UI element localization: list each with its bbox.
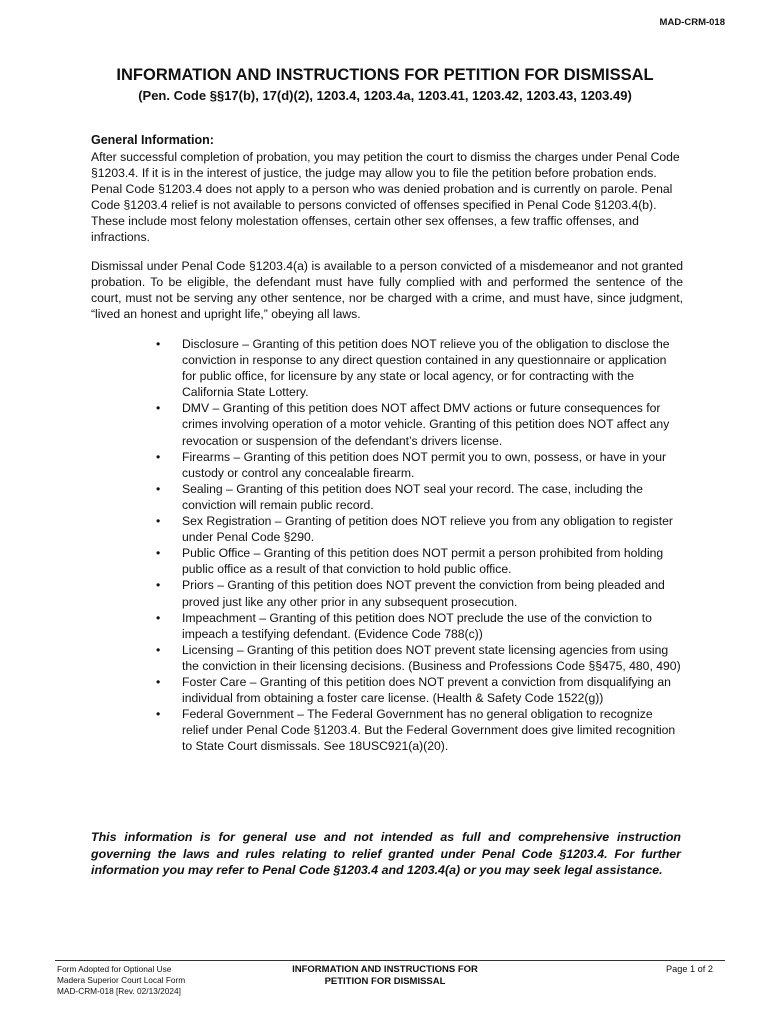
bullet-icon: • [156, 674, 161, 689]
bullet-icon: • [156, 481, 161, 496]
footer-title [255, 964, 515, 988]
list-item [156, 706, 682, 754]
list-item [156, 674, 682, 706]
list-item-text: Impeachment – Granting of this petition does NOT preclude the use of the conviction to impeach a testifying defendant. (Evidence Code 788(c)) [182, 610, 652, 641]
bullet-icon: • [156, 610, 161, 625]
list-item [156, 513, 682, 545]
footer-title-line2: PETITION FOR DISMISSAL [324, 976, 446, 987]
list-item-text: Firearms – Granting of this petition does NOT permit you to own, possess, or have in your custody or control any concealable firearm. [182, 449, 667, 480]
page-title: INFORMATION AND INSTRUCTIONS FOR PETITION FOR DISMISSAL [116, 66, 654, 84]
page-number: Page 1 of 2 [666, 964, 713, 974]
list-item-text: DMV – Granting of this petition does NOT affect DMV actions or future consequences for crimes involving operation of a motor vehicle. Granting of this petition does NOT affect any revocation or suspension of the defendant’s drivers license. [182, 401, 670, 448]
bullet-icon: • [156, 707, 161, 722]
list-item [156, 449, 682, 481]
list-item-text: Foster Care – Granting of this petition does NOT prevent a conviction from disqualifying an individual from obtaining a foster care license. (Health & Safety Code 1522(g)) [182, 674, 671, 706]
list-item-text: Priors – Granting of this petition does NOT prevent the conviction from being pleaded and proved just like any other prior in any subsequent prosecution. [182, 578, 665, 609]
bullet-icon: • [156, 401, 161, 416]
list-item [156, 642, 682, 674]
footer-revision-line: MAD-CRM-018 [Rev. 02/13/2024] [57, 986, 181, 996]
list-item [156, 577, 682, 609]
footer-form-info [57, 964, 185, 997]
bullet-icon: • [156, 546, 161, 561]
list-item-text: Sealing – Granting of this petition does NOT seal your record. The case, including the conviction will remain public record. [182, 481, 643, 512]
limitations-list [156, 336, 682, 754]
list-item-text: Public Office – Granting of this petition does NOT permit a person prohibited from holding public office as a result of that conviction to hold public office. [182, 546, 664, 577]
general-information-paragraph: After successful completion of probation, you may petition the court to dismiss the charges under Penal Code §1203.4. If it is in the interest of justice, the judge may allow you to file the petition before probation ends. Penal Code §1203.4 does not apply to a person who was denied probation and is currently on parole. Penal Code §1203.4 relief is not available to persons convicted of offenses specified in Penal Code §1203.4(b). These include most felony molestation offenses, certain other sex offenses, a few traffic offenses, and infractions. [91, 150, 680, 245]
disclaimer: This information is for general use and not intended as full and comprehensive instruction governing the laws and rules relating to relief granted under Penal Code §1203.4. For further information you may refer to Penal Code §1203.4 and 1203.4(a) or you may seek legal assistance. [91, 830, 681, 877]
bullet-icon: • [156, 578, 161, 593]
list-item [156, 610, 682, 642]
page-subtitle: (Pen. Code §§17(b), 17(d)(2), 1203.4, 1203.4a, 1203.41, 1203.42, 1203.43, 1203.49) [138, 88, 632, 103]
footer-court-line: Madera Superior Court Local Form [57, 975, 186, 985]
list-item-text: Federal Government – The Federal Government has no general obligation to recognize relief under Penal Code §1203.4. But the Federal Government does give limited recognition to State Court dismissals. See 18USC921(a)(20). [182, 707, 676, 754]
list-item-text: Licensing – Granting of this petition does NOT prevent state licensing agencies from using the conviction in their licensing decisions. (Business and Professions Code §§475, 480, 490) [182, 642, 681, 673]
list-item-text: Sex Registration – Granting of petition does NOT relieve you from any obligation to register under Penal Code §290. [182, 514, 673, 545]
bullet-icon: • [156, 514, 161, 529]
list-item [156, 336, 682, 400]
bullet-icon: • [156, 337, 161, 351]
footer-title-line1: INFORMATION AND INSTRUCTIONS FOR [292, 964, 478, 975]
list-item [156, 545, 682, 577]
footer-adopted-line: Form Adopted for Optional Use [57, 964, 172, 974]
bullet-icon: • [156, 449, 161, 464]
bullet-icon: • [156, 642, 161, 657]
dismissal-eligibility-paragraph: Dismissal under Penal Code §1203.4(a) is available to a person convicted of a misdemeanor and not granted probation. To be eligible, the defendant must have fully complied with and performed the sentence of the court, must not be serving any other sentence, nor be charged with a crime, and must have, since judgment, “lived an honest and upright life,” obeying all laws. [91, 259, 683, 322]
list-item [156, 400, 682, 448]
form-id: MAD-CRM-018 [659, 17, 725, 28]
list-item-text: Disclosure – Granting of this petition does NOT relieve you of the obligation to disclose the conviction in response to any direct question contained in any questionnaire or application for public office, for licensure by any state or local agency, or for contracting with the California State Lottery. [182, 337, 670, 400]
general-information-heading: General Information: [91, 133, 214, 147]
footer-divider [55, 960, 725, 961]
list-item [156, 481, 682, 513]
